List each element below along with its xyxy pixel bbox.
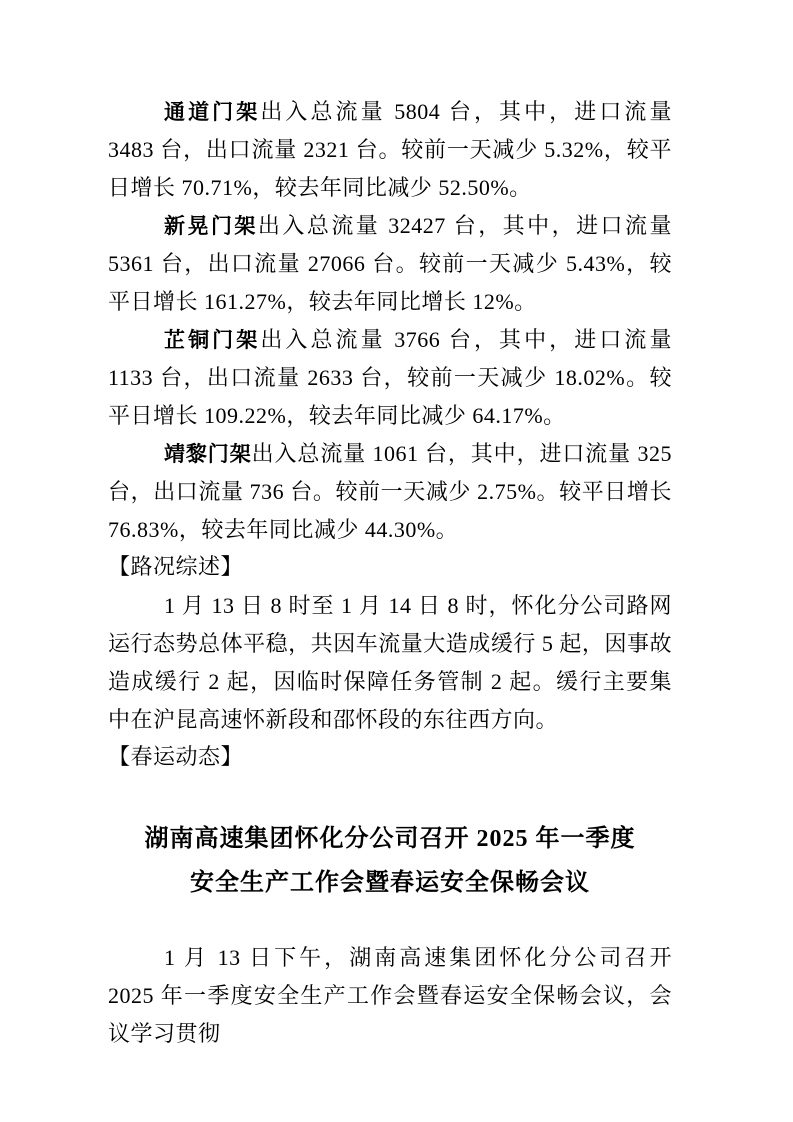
gantry-paragraph-zhitong [108,321,672,435]
article-title [108,817,672,905]
article-title-line-2: 安全生产工作会暨春运安全保畅会议 [190,870,590,896]
road-condition-heading: 【路况综述】 [108,555,244,580]
gantry-paragraph-tongdao [108,93,672,207]
gantry-stats-xinhuang: 出入总流量 32427 台，其中，进口流量 5361 台，出口流量 27066 台。较前一天减少 5.43%，较平日增长 161.27%，较去年同比增长 12%。 [108,213,673,314]
gantry-paragraph-jingli [108,435,672,549]
gantry-stats-jingli: 出入总流量 1061 台，其中，进口流量 325 台，出口流量 736 台。较前一天减少 2.75%。较平日增长 76.83%，较去年同比减少 44.30%。 [108,441,672,542]
gantry-name-zhitong: 芷铜门架 [164,328,261,352]
gantry-stats-zhitong: 出入总流量 3766 台，其中，进口流量 1133 台，出口流量 2633 台，较前一天减少 18.02%。较平日增长 109.22%，较去年同比减少 64.17%。 [108,327,672,428]
gantry-paragraph-xinhuang [108,207,672,321]
gantry-name-jingli: 靖黎门架 [164,442,252,466]
gantry-name-tongdao: 通道门架 [164,100,261,124]
gantry-stats-tongdao: 出入总流量 5804 台，其中，进口流量 3483 台，出口流量 2321 台。较前一天减少 5.32%，较平日增长 70.71%，较去年同比减少 52.50%。 [108,99,672,200]
spring-festival-paragraph: 1 月 13 日下午，湖南高速集团怀化分公司召开 2025 年一季度安全生产工作会暨春运安全保畅会议，会议学习贯彻 [108,945,672,1046]
road-condition-paragraph: 1 月 13 日 8 时至 1 月 14 日 8 时，怀化分公司路网运行态势总体平稳，共因车流量大造成缓行 5 起，因事故造成缓行 2 起，因临时保障任务管制 2 起。缓行主要集中在沪昆高速怀新段和邵怀段的东往西方向。 [108,593,672,732]
gantry-name-xinhuang: 新晃门架 [164,214,258,238]
spring-festival-heading: 【春运动态】 [108,745,244,770]
article-title-line-1: 湖南高速集团怀化分公司召开 2025 年一季度 [144,826,636,852]
